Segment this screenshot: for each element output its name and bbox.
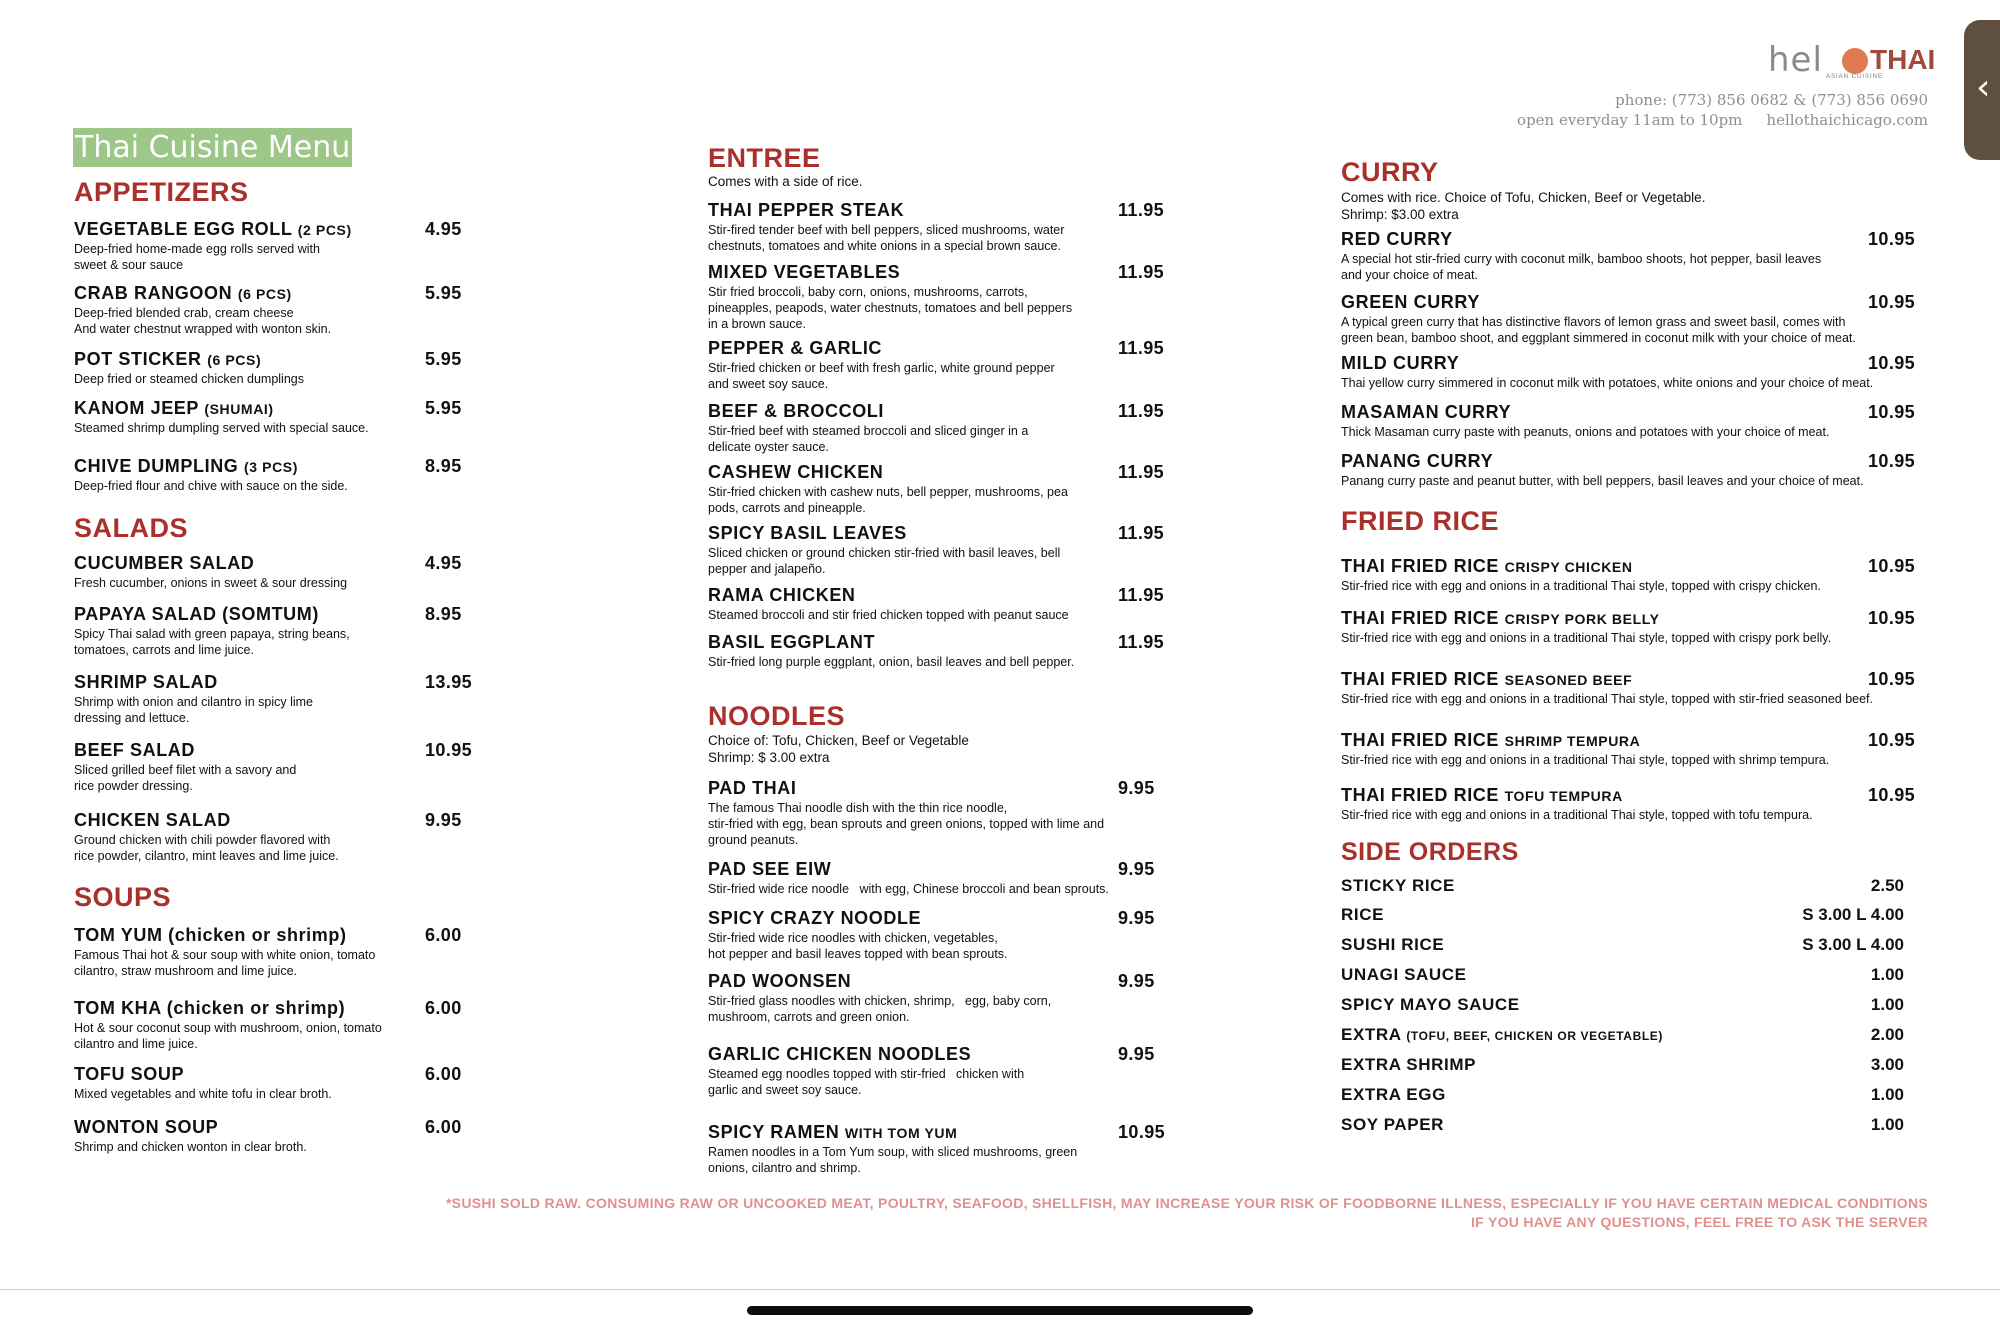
- side-panel-tab[interactable]: [1964, 20, 2000, 160]
- item-price: 11.95: [1118, 462, 1165, 482]
- section-title-noodles: NOODLES: [708, 701, 846, 731]
- section-title-fried-rice: FRIED RICE: [1341, 506, 1500, 536]
- item-name: CHIVE DUMPLING: [74, 456, 239, 476]
- item-name: EXTRA EGG: [1341, 1085, 1446, 1104]
- item-desc: Steamed egg noodles topped with stir-fried chicken with garlic and sweet soy sauce.: [708, 1067, 1025, 1097]
- menu-item: [74, 398, 414, 436]
- logo-dot-icon: [1842, 48, 1868, 74]
- item-price: 11.95: [1118, 338, 1165, 358]
- item-price: 9.95: [1118, 971, 1155, 991]
- item-name: TOFU SOUP: [74, 1064, 185, 1084]
- item-desc: Stir fried broccoli, baby corn, onions, mushrooms, carrots, pineapples, peapods, water chestnuts, tomatoes and bell peppers in a brown sauce.: [708, 285, 1073, 331]
- item-desc: Mixed vegetables and white tofu in clear broth.: [74, 1087, 332, 1101]
- item-name: BASIL EGGPLANT: [708, 632, 876, 652]
- item-name: THAI FRIED RICE: [1341, 785, 1500, 805]
- item-desc: Stir-fried beef with steamed broccoli and sliced ginger in a delicate oyster sauce.: [708, 424, 1029, 454]
- item-price: 6.00: [425, 1117, 462, 1137]
- menu-item: [1341, 556, 1901, 594]
- website: hellothaichicago.com: [1766, 111, 1928, 129]
- side-order-item: [1341, 1115, 1444, 1135]
- item-price: 11.95: [1118, 523, 1165, 543]
- item-name: VEGETABLE EGG ROLL: [74, 219, 293, 239]
- menu-item: [708, 401, 1128, 455]
- section-note: Comes with rice. Choice of Tofu, Chicken, Beef or Vegetable. Shrimp: $3.00 extra: [1341, 190, 1706, 222]
- menu-item: [708, 200, 1128, 254]
- item-price: 10.95: [1868, 451, 1916, 471]
- item-name: PAD WOONSEN: [708, 971, 852, 991]
- item-desc: Deep-fried flour and chive with sauce on the side.: [74, 479, 348, 493]
- item-name: THAI FRIED RICE: [1341, 608, 1500, 628]
- menu-item: [74, 1117, 414, 1155]
- phone-numbers: phone: (773) 856 0682 & (773) 856 0690: [1615, 91, 1928, 109]
- item-name: PANANG CURRY: [1341, 451, 1494, 471]
- item-name: CASHEW CHICKEN: [708, 462, 884, 482]
- item-desc: Stir-fried chicken with cashew nuts, bell pepper, mushrooms, pea pods, carrots and pineapple.: [708, 485, 1068, 515]
- menu-item: [74, 810, 414, 864]
- item-name: THAI FRIED RICE: [1341, 556, 1500, 576]
- item-size: (SHUMAI): [204, 401, 274, 417]
- item-price: S 3.00 L 4.00: [1802, 905, 1904, 924]
- disclaimer-line-2: IF YOU HAVE ANY QUESTIONS, FEEL FREE TO ASK THE SERVER: [1470, 1214, 1928, 1230]
- item-desc: Deep-fried home-made egg rolls served with sweet & sour sauce: [74, 242, 320, 272]
- item-desc: Panang curry paste and peanut butter, with bell peppers, basil leaves and your choice of meat.: [1341, 474, 1864, 488]
- menu-item: [708, 971, 1138, 1025]
- item-name: PAD SEE EIW: [708, 859, 832, 879]
- menu-item: [708, 462, 1128, 516]
- item-name: PAD THAI: [708, 778, 797, 798]
- item-price: 9.95: [425, 810, 462, 830]
- item-price: 1.00: [1870, 995, 1904, 1014]
- item-name: WONTON SOUP: [74, 1117, 219, 1137]
- section-title-salads: SALADS: [74, 513, 189, 543]
- menu-item: [708, 1044, 1138, 1098]
- item-name: SPICY CRAZY NOODLE: [708, 908, 922, 928]
- side-order-item: [1341, 1055, 1476, 1075]
- item-name: THAI FRIED RICE: [1341, 730, 1500, 750]
- item-price: 6.00: [425, 1064, 462, 1084]
- menu-item: [74, 998, 454, 1052]
- item-price: 11.95: [1118, 632, 1165, 652]
- section-title-side-orders: SIDE ORDERS: [1341, 838, 1519, 866]
- item-name: STICKY RICE: [1341, 876, 1455, 895]
- item-name: MIXED VEGETABLES: [708, 262, 901, 282]
- item-price: 9.95: [1118, 778, 1155, 798]
- item-name: TOM KHA (chicken or shrimp): [74, 998, 346, 1018]
- item-name: SPICY RAMEN: [708, 1122, 840, 1142]
- item-name: SPICY MAYO SAUCE: [1341, 995, 1520, 1014]
- item-price: 10.95: [1868, 669, 1916, 689]
- item-name: POT STICKER: [74, 349, 202, 369]
- menu-item: [708, 262, 1128, 332]
- menu-item: [74, 219, 404, 273]
- item-desc: A special hot stir-fried curry with coconut milk, bamboo shoots, hot pepper, basil leaves and your choice of meat.: [1341, 252, 1822, 282]
- item-name: SOY PAPER: [1341, 1115, 1445, 1134]
- item-desc: The famous Thai noodle dish with the thin rice noodle, stir-fried with egg, bean sprouts and green onions, topped with lime and ground peanuts.: [708, 801, 1105, 847]
- side-order-item: [1341, 935, 1444, 955]
- item-price: 10.95: [1118, 1122, 1166, 1142]
- item-desc: Thick Masaman curry paste with peanuts, onions and potatoes with your choice of meat.: [1341, 425, 1830, 439]
- item-price: 10.95: [1868, 402, 1916, 422]
- item-price: 13.95: [425, 672, 473, 692]
- menu-item: [708, 632, 1148, 670]
- item-size: SEASONED BEEF: [1504, 672, 1633, 688]
- item-desc: Deep-fried blended crab, cream cheese And water chestnut wrapped with wonton skin.: [74, 306, 332, 336]
- item-price: 11.95: [1118, 585, 1165, 605]
- item-desc: Stir-fried chicken or beef with fresh garlic, white ground pepper and sweet soy sauce.: [708, 361, 1055, 391]
- side-order-item: [1341, 876, 1455, 896]
- menu-item: [1341, 608, 1901, 646]
- menu-item: [1341, 730, 1901, 768]
- item-desc: Thai yellow curry simmered in coconut milk with potatoes, white onions and your choice of meat.: [1341, 376, 1874, 390]
- item-price: 5.95: [425, 398, 462, 418]
- menu-item: [74, 553, 414, 591]
- menu-item: [708, 859, 1148, 897]
- raw-food-disclaimer: [446, 1194, 1928, 1232]
- menu-item: [1341, 353, 1901, 391]
- section-title-soups: SOUPS: [74, 882, 172, 912]
- item-name: PEPPER & GARLIC: [708, 338, 883, 358]
- item-price: 1.00: [1870, 1115, 1904, 1134]
- item-size: CRISPY CHICKEN: [1504, 559, 1633, 575]
- menu-item: [708, 338, 1128, 392]
- item-price: 6.00: [425, 998, 462, 1018]
- item-desc: Stir-fried rice with egg and onions in a traditional Thai style, topped with tofu tempura.: [1341, 808, 1813, 822]
- restaurant-logo: [1768, 40, 1936, 80]
- side-order-item: [1341, 1025, 1663, 1045]
- item-price: 5.95: [425, 283, 462, 303]
- item-size: WITH TOM YUM: [844, 1125, 958, 1141]
- item-name: RICE: [1341, 905, 1385, 924]
- item-name: EXTRA: [1341, 1025, 1401, 1044]
- item-price: 10.95: [1868, 730, 1916, 750]
- item-desc: Stir-fried glass noodles with chicken, shrimp, egg, baby corn, mushroom, carrots and green onion.: [708, 994, 1052, 1024]
- item-desc: Fresh cucumber, onions in sweet & sour dressing: [74, 576, 348, 590]
- item-desc: Stir-fired tender beef with bell peppers, sliced mushrooms, water chestnuts, tomatoes and white onions in a special brown sauce.: [708, 223, 1065, 253]
- item-price: S 3.00 L 4.00: [1802, 935, 1904, 954]
- item-desc: Shrimp and chicken wonton in clear broth.: [74, 1140, 307, 1154]
- menu-item: [708, 778, 1138, 848]
- item-name: PAPAYA SALAD (SOMTUM): [74, 604, 319, 624]
- menu-item: [708, 523, 1128, 577]
- side-order-item: [1341, 965, 1467, 985]
- item-name: CRAB RANGOON: [74, 283, 233, 303]
- menu-item: [708, 1122, 1138, 1176]
- item-price: 10.95: [1868, 292, 1916, 312]
- menu-item: [74, 604, 414, 658]
- item-desc: Famous Thai hot & sour soup with white onion, tomato cilantro, straw mushroom and lime juice.: [74, 948, 376, 978]
- item-price: 11.95: [1118, 401, 1165, 421]
- item-name: CHICKEN SALAD: [74, 810, 231, 830]
- item-name: RAMA CHICKEN: [708, 585, 856, 605]
- item-size: (6 PCS): [237, 286, 292, 302]
- menu-item: [1341, 292, 1901, 346]
- item-desc: Stir-fried rice with egg and onions in a traditional Thai style, topped with crispy pork belly.: [1341, 631, 1832, 645]
- logo-text-thai: THAI: [1870, 44, 1936, 75]
- chevron-left-icon: ‹: [1976, 67, 1991, 108]
- item-size: SHRIMP TEMPURA: [1504, 733, 1641, 749]
- item-name: CUCUMBER SALAD: [74, 553, 255, 573]
- item-name: MASAMAN CURRY: [1341, 402, 1512, 422]
- item-price: 10.95: [1868, 608, 1916, 628]
- logo-subtitle: ASIAN CUISINE: [1826, 74, 1884, 80]
- menu-title: Thai Cuisine Menu: [75, 130, 351, 165]
- contact-info: [1517, 90, 1928, 130]
- item-price: 10.95: [1868, 785, 1916, 805]
- item-name: MILD CURRY: [1341, 353, 1460, 373]
- item-desc: Steamed broccoli and stir fried chicken topped with peanut sauce: [708, 608, 1069, 622]
- item-name: THAI FRIED RICE: [1341, 669, 1500, 689]
- menu-item: [74, 456, 414, 494]
- item-price: 8.95: [425, 604, 462, 624]
- item-price: 9.95: [1118, 859, 1155, 879]
- disclaimer-line-1: *SUSHI SOLD RAW. CONSUMING RAW OR UNCOOKED MEAT, POULTRY, SEAFOOD, SHELLFISH, MAY INCREASE YOUR RISK OF FOODBORNE ILLNESS, ESPECIALLY IF YOU HAVE CERTAIN MEDICAL CONDITIONS: [445, 1195, 1928, 1211]
- item-desc: Spicy Thai salad with green papaya, string beans, tomatoes, carrots and lime juice.: [74, 627, 350, 657]
- item-desc: Stir-fried wide rice noodles with chicken, vegetables, hot pepper and basil leaves topped with bean sprouts.: [708, 931, 1008, 961]
- item-desc: Stir-fried wide rice noodle with egg, Chinese broccoli and bean sprouts.: [708, 882, 1109, 896]
- logo-text-hel: hel: [1768, 40, 1823, 80]
- item-size: (TOFU, BEEF, CHICKEN OR VEGETABLE): [1406, 1029, 1663, 1043]
- page-divider: [0, 1289, 2000, 1290]
- item-price: 4.95: [425, 553, 462, 573]
- item-price: 9.95: [1118, 908, 1155, 928]
- section-title-entree: ENTREE: [708, 143, 821, 173]
- side-order-item: [1341, 1085, 1446, 1105]
- item-price: 6.00: [425, 925, 462, 945]
- menu-item: [708, 585, 1128, 623]
- home-indicator-bar[interactable]: [747, 1306, 1253, 1315]
- item-name: EXTRA SHRIMP: [1341, 1055, 1477, 1074]
- item-desc: Shrimp with onion and cilantro in spicy lime dressing and lettuce.: [74, 695, 313, 725]
- item-desc: Hot & sour coconut soup with mushroom, onion, tomato cilantro and lime juice.: [74, 1021, 382, 1051]
- section-note: Comes with a side of rice.: [708, 174, 863, 189]
- menu-item: [74, 740, 414, 794]
- item-name: SPICY BASIL LEAVES: [708, 523, 907, 543]
- item-size: (3 PCS): [244, 459, 299, 475]
- item-desc: A typical green curry that has distinctive flavors of lemon grass and sweet basil, comes with green bean, bamboo shoot, and eggplant simmered in coconut milk with your choice of meat.: [1341, 315, 1856, 345]
- side-order-item: [1341, 995, 1520, 1015]
- item-name: TOM YUM (chicken or shrimp): [74, 925, 347, 945]
- side-order-item: [1341, 905, 1384, 925]
- item-price: 11.95: [1118, 200, 1165, 220]
- item-name: SUSHI RICE: [1341, 935, 1445, 954]
- item-desc: Sliced chicken or ground chicken stir-fried with basil leaves, bell pepper and jalapeño.: [708, 546, 1061, 576]
- item-name: BEEF & BROCCOLI: [708, 401, 885, 421]
- section-title-curry: CURRY: [1341, 157, 1439, 187]
- item-size: (2 PCS): [297, 222, 352, 238]
- item-size: CRISPY PORK BELLY: [1504, 611, 1660, 627]
- item-desc: Ground chicken with chili powder flavored with rice powder, cilantro, mint leaves and lime juice.: [74, 833, 339, 863]
- item-name: THAI PEPPER STEAK: [708, 200, 905, 220]
- item-desc: Stir-fried rice with egg and onions in a traditional Thai style, topped with shrimp tempura.: [1341, 753, 1830, 767]
- item-price: 2.00: [1870, 1025, 1904, 1044]
- menu-item: [708, 908, 1138, 962]
- item-price: 9.95: [1118, 1044, 1155, 1064]
- item-price: 11.95: [1118, 262, 1165, 282]
- item-price: 5.95: [425, 349, 462, 369]
- menu-item: [74, 672, 414, 726]
- item-name: BEEF SALAD: [74, 740, 196, 760]
- item-price: 10.95: [1868, 556, 1916, 576]
- item-desc: Stir-fried long purple eggplant, onion, basil leaves and bell pepper.: [708, 655, 1075, 669]
- item-price: 8.95: [425, 456, 462, 476]
- menu-item: [74, 1064, 414, 1102]
- menu-item: [74, 349, 404, 387]
- menu-item: [1341, 229, 1901, 283]
- item-size: (6 PCS): [207, 352, 262, 368]
- item-name: KANOM JEEP: [74, 398, 199, 418]
- item-desc: Deep fried or steamed chicken dumplings: [74, 372, 304, 386]
- item-price: 10.95: [1868, 229, 1916, 249]
- item-price: 10.95: [1868, 353, 1916, 373]
- item-price: 10.95: [425, 740, 473, 760]
- section-note: Choice of: Tofu, Chicken, Beef or Vegetable Shrimp: $ 3.00 extra: [708, 733, 969, 765]
- item-desc: Ramen noodles in a Tom Yum soup, with sliced mushrooms, green onions, cilantro and shrimp.: [708, 1145, 1078, 1175]
- opening-hours: open everyday 11am to 10pm: [1517, 111, 1743, 129]
- item-desc: Steamed shrimp dumpling served with special sauce.: [74, 421, 369, 435]
- item-price: 1.00: [1870, 1085, 1904, 1104]
- item-desc: Stir-fried rice with egg and onions in a traditional Thai style, topped with crispy chicken.: [1341, 579, 1821, 593]
- item-name: RED CURRY: [1341, 229, 1453, 249]
- item-desc: Stir-fried rice with egg and onions in a traditional Thai style, topped with stir-fried seasoned beef.: [1341, 692, 1874, 706]
- menu-item: [1341, 402, 1901, 440]
- item-price: 3.00: [1870, 1055, 1904, 1074]
- item-size: TOFU TEMPURA: [1504, 788, 1623, 804]
- menu-item: [74, 925, 454, 979]
- item-desc: Sliced grilled beef filet with a savory and rice powder dressing.: [74, 763, 297, 793]
- item-price: 2.50: [1870, 876, 1904, 895]
- menu-item: [1341, 669, 1921, 707]
- menu-item: [74, 283, 404, 337]
- menu-item: [1341, 451, 1901, 489]
- item-name: UNAGI SAUCE: [1341, 965, 1467, 984]
- item-name: SHRIMP SALAD: [74, 672, 218, 692]
- section-title-appetizers: APPETIZERS: [74, 177, 249, 207]
- item-name: GARLIC CHICKEN NOODLES: [708, 1044, 972, 1064]
- item-price: 4.95: [425, 219, 462, 239]
- item-price: 1.00: [1870, 965, 1904, 984]
- item-name: GREEN CURRY: [1341, 292, 1480, 312]
- menu-item: [1341, 785, 1901, 823]
